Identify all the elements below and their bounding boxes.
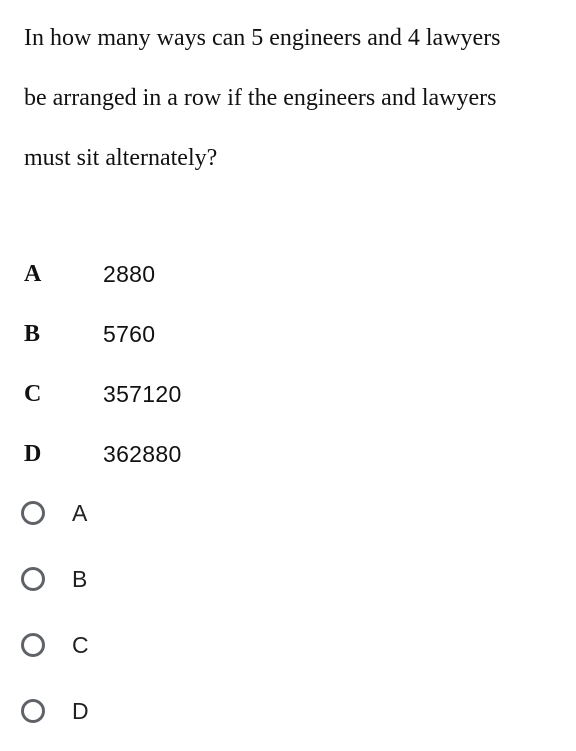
radio-button[interactable] <box>21 501 45 525</box>
question-line: In how many ways can 5 engineers and 4 lawyers <box>24 25 501 51</box>
choice-letter: C <box>24 381 42 407</box>
radio-label[interactable]: B <box>72 565 88 592</box>
choice-letter: A <box>24 261 42 287</box>
choice-value: 2880 <box>103 261 156 287</box>
radio-label[interactable]: C <box>72 631 89 658</box>
question-line: must sit alternately? <box>24 145 218 171</box>
radio-option-c[interactable] <box>16 612 89 678</box>
choice-b <box>24 304 182 364</box>
choice-value: 357120 <box>103 381 182 407</box>
question-line: be arranged in a row if the engineers and lawyers <box>24 85 497 111</box>
choice-letter: B <box>24 321 41 347</box>
question-text <box>24 12 564 192</box>
choice-value: 362880 <box>103 441 182 467</box>
radio-label[interactable]: A <box>72 499 88 526</box>
choice-list <box>24 244 182 484</box>
choice-c <box>24 364 182 424</box>
radio-button[interactable] <box>21 699 45 723</box>
radio-label[interactable]: D <box>72 697 89 724</box>
answer-radio-group <box>16 480 89 744</box>
radio-option-d[interactable] <box>16 678 89 744</box>
choice-letter: D <box>24 441 42 467</box>
choice-value: 5760 <box>103 321 156 347</box>
radio-button[interactable] <box>21 567 45 591</box>
choice-a <box>24 244 182 304</box>
radio-button[interactable] <box>21 633 45 657</box>
radio-option-b[interactable] <box>16 546 89 612</box>
radio-option-a[interactable] <box>16 480 89 546</box>
choice-d <box>24 424 182 484</box>
